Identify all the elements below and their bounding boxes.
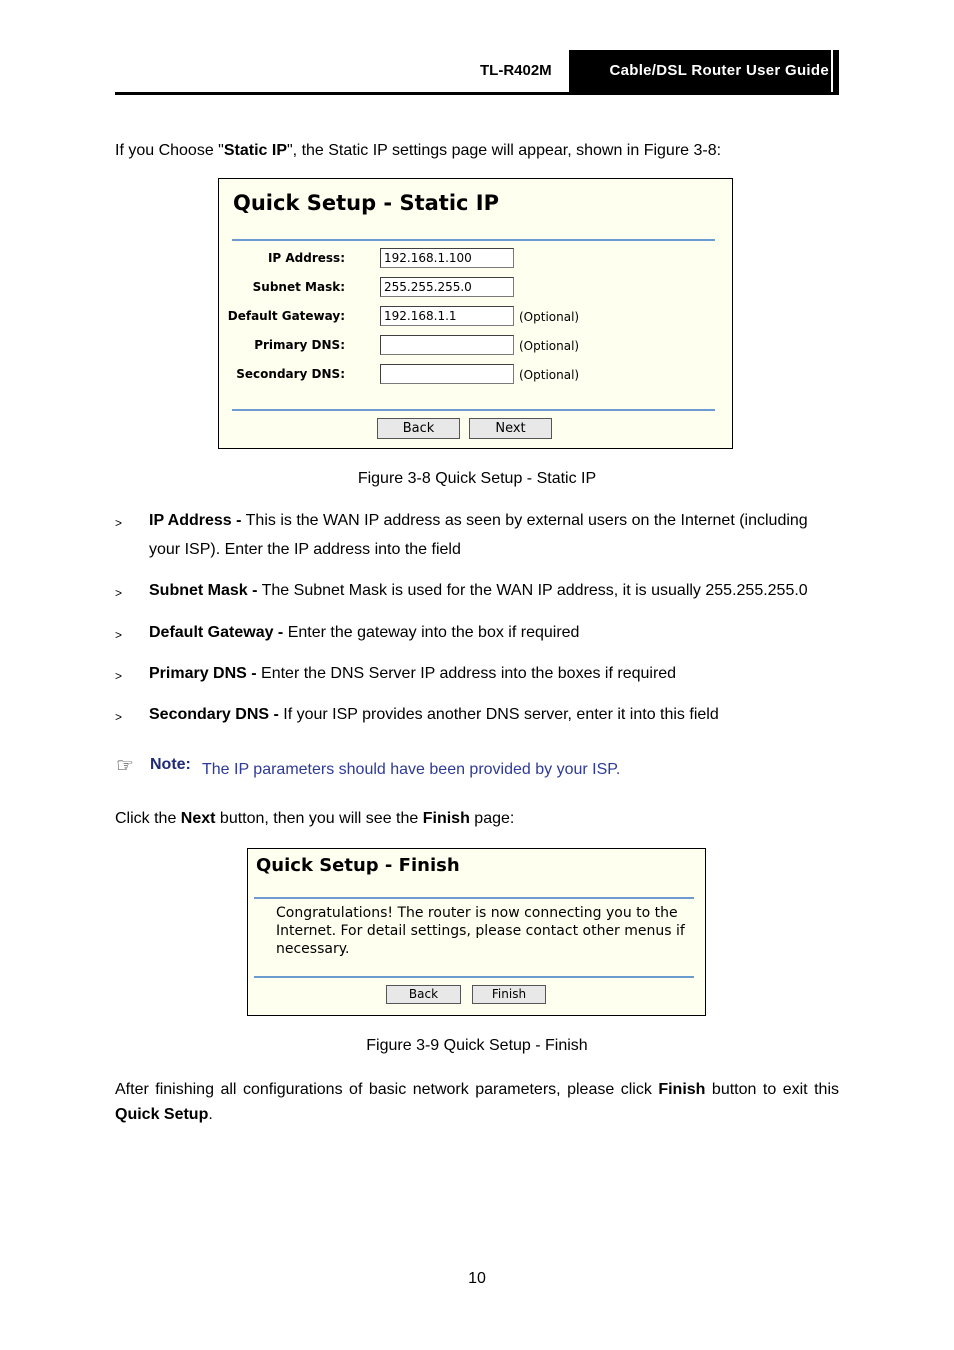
finish-panel: [247, 848, 706, 1016]
doc-model: TL-R402M: [480, 62, 552, 79]
pointing-hand-icon: ☞: [116, 755, 134, 777]
intro-paragraph: If you Choose "Static IP", the Static IP settings page will appear, shown in Figure 3-8:: [115, 142, 722, 159]
subnet-mask-label: Subnet Mask:: [252, 280, 345, 294]
bullet-arrow-icon: >: [115, 516, 123, 530]
subnet-mask-input[interactable]: 255.255.255.0: [380, 277, 514, 297]
secondary-dns-label: Secondary DNS:: [236, 367, 345, 381]
finish-button[interactable]: Finish: [472, 985, 546, 1004]
ip-address-label: IP Address:: [267, 251, 345, 265]
divider: [232, 239, 715, 241]
back-button[interactable]: Back: [386, 985, 461, 1004]
optional-hint: (Optional): [519, 339, 580, 353]
bullet-arrow-icon: >: [115, 710, 123, 724]
page-number: 10: [468, 1270, 486, 1287]
default-gateway-input[interactable]: 192.168.1.1: [380, 306, 514, 326]
next-paragraph: Click the Next button, then you will see the Finish page:: [115, 810, 515, 827]
divider: [254, 897, 694, 899]
bullet-arrow-icon: >: [115, 628, 123, 642]
header-bar-accent: [833, 50, 839, 93]
ip-address-input[interactable]: 192.168.1.100: [380, 248, 514, 268]
figure-caption: Figure 3-8 Quick Setup - Static IP: [357, 470, 597, 487]
secondary-dns-input[interactable]: [380, 364, 514, 384]
divider: [232, 409, 715, 411]
bullet-item: Subnet Mask - The Subnet Mask is used for the WAN IP address, it is usually 255.255.255.0: [149, 582, 808, 599]
panel-title: Quick Setup - Finish: [256, 855, 460, 876]
doc-guide-title: Cable/DSL Router User Guide: [569, 50, 831, 93]
note-text: The IP parameters should have been provided by your ISP.: [202, 761, 621, 778]
divider: [254, 976, 694, 978]
closing-paragraph: After finishing all configurations of basic network parameters, please click Finish button to exit this Quick Setup.: [115, 1081, 840, 1123]
static-ip-panel: [218, 178, 733, 449]
bullet-item: Default Gateway - Enter the gateway into the box if required: [149, 624, 580, 641]
header-rule: [115, 92, 839, 95]
primary-dns-input[interactable]: [380, 335, 514, 355]
bullet-item: IP Address - This is the WAN IP address as seen by external users on the Internet (including your ISP). Enter the IP address into the field: [149, 512, 808, 558]
bullet-arrow-icon: >: [115, 586, 123, 600]
congratulations-message: Congratulations! The router is now connecting you to the Internet. For detail settings, please contact other menus if necessary.: [276, 905, 685, 957]
note-label: Note:: [150, 756, 191, 773]
optional-hint: (Optional): [519, 310, 580, 324]
bullet-item: Secondary DNS - If your ISP provides another DNS server, enter it into this field: [149, 706, 719, 723]
next-button[interactable]: Next: [469, 418, 552, 439]
bullet-arrow-icon: >: [115, 669, 123, 683]
back-button[interactable]: Back: [377, 418, 460, 439]
figure-caption: Figure 3-9 Quick Setup - Finish: [366, 1037, 588, 1054]
default-gateway-label: Default Gateway:: [227, 309, 345, 323]
optional-hint: (Optional): [519, 368, 580, 382]
bullet-item: Primary DNS - Enter the DNS Server IP address into the boxes if required: [149, 665, 677, 682]
primary-dns-label: Primary DNS:: [254, 338, 345, 352]
panel-title: Quick Setup - Static IP: [233, 191, 499, 215]
